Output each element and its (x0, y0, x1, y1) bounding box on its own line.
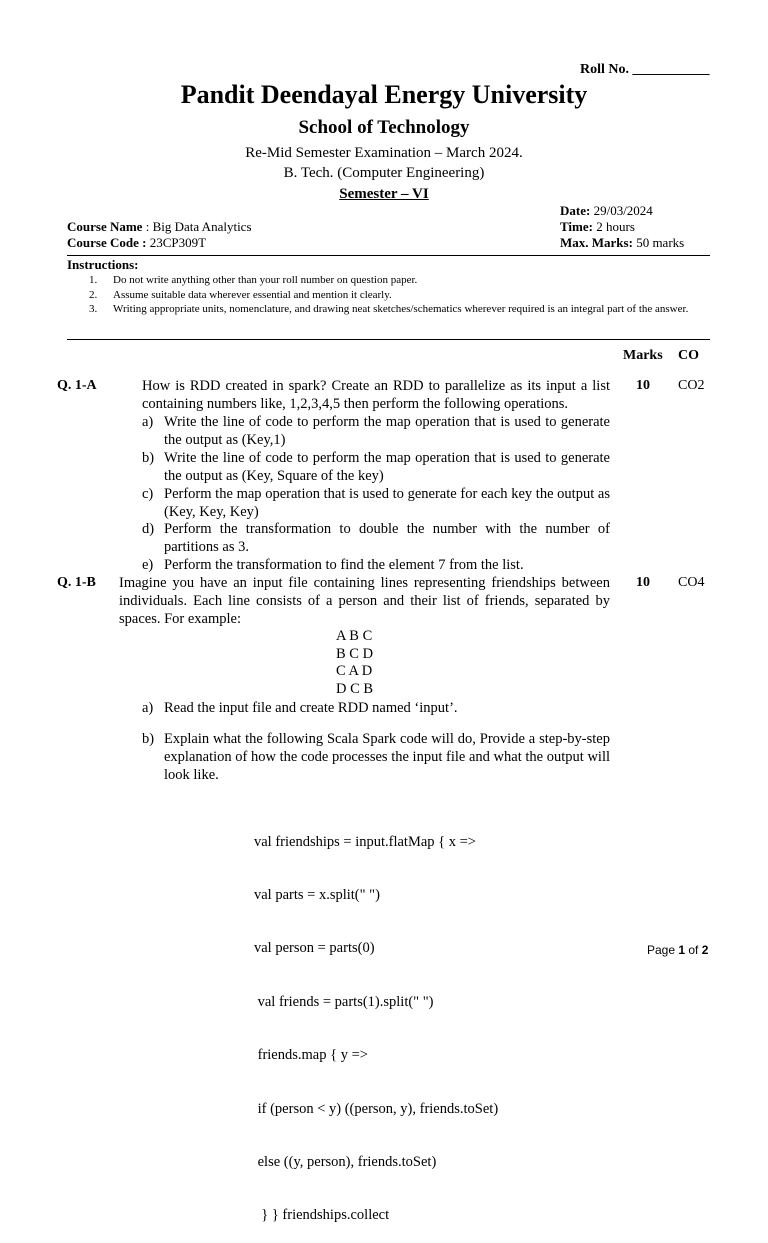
max-marks-label: Max. Marks: (560, 235, 633, 250)
date-row (560, 203, 653, 219)
question-number: Q. 1-A (57, 378, 97, 393)
question-co: CO2 (678, 378, 705, 393)
instruction-item: 3. Writing appropriate units, nomenclature, and drawing neat sketches/schematics wherever required is an integral part of the answer. (89, 303, 689, 315)
time-label: Time: (560, 219, 593, 234)
code-line: val friendships = input.flatMap { x => (254, 833, 476, 850)
instructions-title: Instructions: (67, 257, 139, 272)
code-line: } } friendships.collect (254, 1207, 390, 1224)
question-part: b) Write the line of code to perform the map operation that is used to generate the output as (Key, Square of the key) (142, 450, 610, 484)
question-text: Imagine you have an input file containing lines representing friendships between individuals. Each line consists of a person and their list of friends, separated by spaces. For example: (119, 575, 610, 627)
page-number: Page 1 of 2 (647, 943, 709, 957)
course-code-value: 23CP309T (146, 235, 207, 250)
date-value: 29/03/2024 (590, 203, 653, 218)
exam-title: Re-Mid Semester Examination – March 2024. (245, 145, 523, 161)
code-line: val friends = parts(1).split(" ") (254, 993, 434, 1010)
question-part: a) Write the line of code to perform the map operation that is used to generate the output as (Key,1) (142, 414, 610, 448)
code-line: val parts = x.split(" ") (254, 886, 380, 903)
code-line: val person = parts(0) (254, 940, 375, 957)
code-line: if (person < y) ((person, y), friends.toSet) (254, 1100, 499, 1117)
question-part: b) Explain what the following Scala Spark code will do, Provide a step-by-step explanation of how the code processes the input file and what the output will look like. (142, 731, 610, 783)
course-name-value: : Big Data Analytics (142, 219, 252, 234)
co-column-header: CO (678, 348, 699, 363)
example-line: C A D (336, 663, 373, 680)
example-block (336, 628, 373, 698)
question-marks: 10 (636, 378, 650, 393)
code-block (254, 798, 498, 1243)
question-part: a) Read the input file and create RDD named ‘input’. (142, 700, 458, 716)
marks-column-header: Marks (623, 348, 663, 363)
time-row (560, 219, 635, 235)
question-text: How is RDD created in spark? Create an RDD to parallelize as its input a list containing numbers like, 1,2,3,4,5 then perform the following operations. (142, 378, 610, 412)
semester-label: Semester – VI (339, 186, 429, 202)
course-code-row (67, 235, 206, 251)
max-marks-row (560, 235, 684, 251)
program-name: B. Tech. (Computer Engineering) (283, 165, 485, 181)
time-value: 2 hours (592, 219, 635, 234)
divider-bottom (67, 339, 710, 340)
example-line: D C B (336, 680, 374, 697)
instruction-item: 2. Assume suitable data wherever essential and mention it clearly. (89, 288, 392, 301)
example-line: A B C (336, 628, 373, 644)
course-code-label: Course Code : (67, 235, 147, 250)
instructions-list (67, 273, 712, 317)
question-part: c) Perform the map operation that is used to generate for each key the output as (Key, Key, Key) (142, 486, 610, 520)
university-name: Pandit Deendayal Energy University (180, 80, 588, 109)
max-marks-value: 50 marks (632, 235, 685, 250)
roll-number-label: Roll No. ___________ (580, 62, 710, 77)
code-line: else ((y, person), friends.toSet) (254, 1153, 437, 1170)
divider-top (67, 255, 710, 256)
question-number: Q. 1-B (57, 575, 96, 590)
course-name-row (67, 219, 252, 235)
question-part: d) Perform the transformation to double the number with the number of partitions as 3. (142, 521, 610, 555)
example-line: B C D (336, 645, 374, 662)
date-label: Date: (560, 203, 591, 218)
instruction-item: 1. Do not write anything other than your roll number on question paper. (89, 274, 418, 286)
course-name-label: Course Name (67, 219, 143, 234)
question-co: CO4 (678, 575, 705, 590)
question-part: e) Perform the transformation to find the element 7 from the list. (142, 557, 524, 573)
code-line: friends.map { y => (254, 1047, 368, 1064)
school-name: School of Technology (298, 117, 470, 138)
question-marks: 10 (636, 575, 650, 590)
